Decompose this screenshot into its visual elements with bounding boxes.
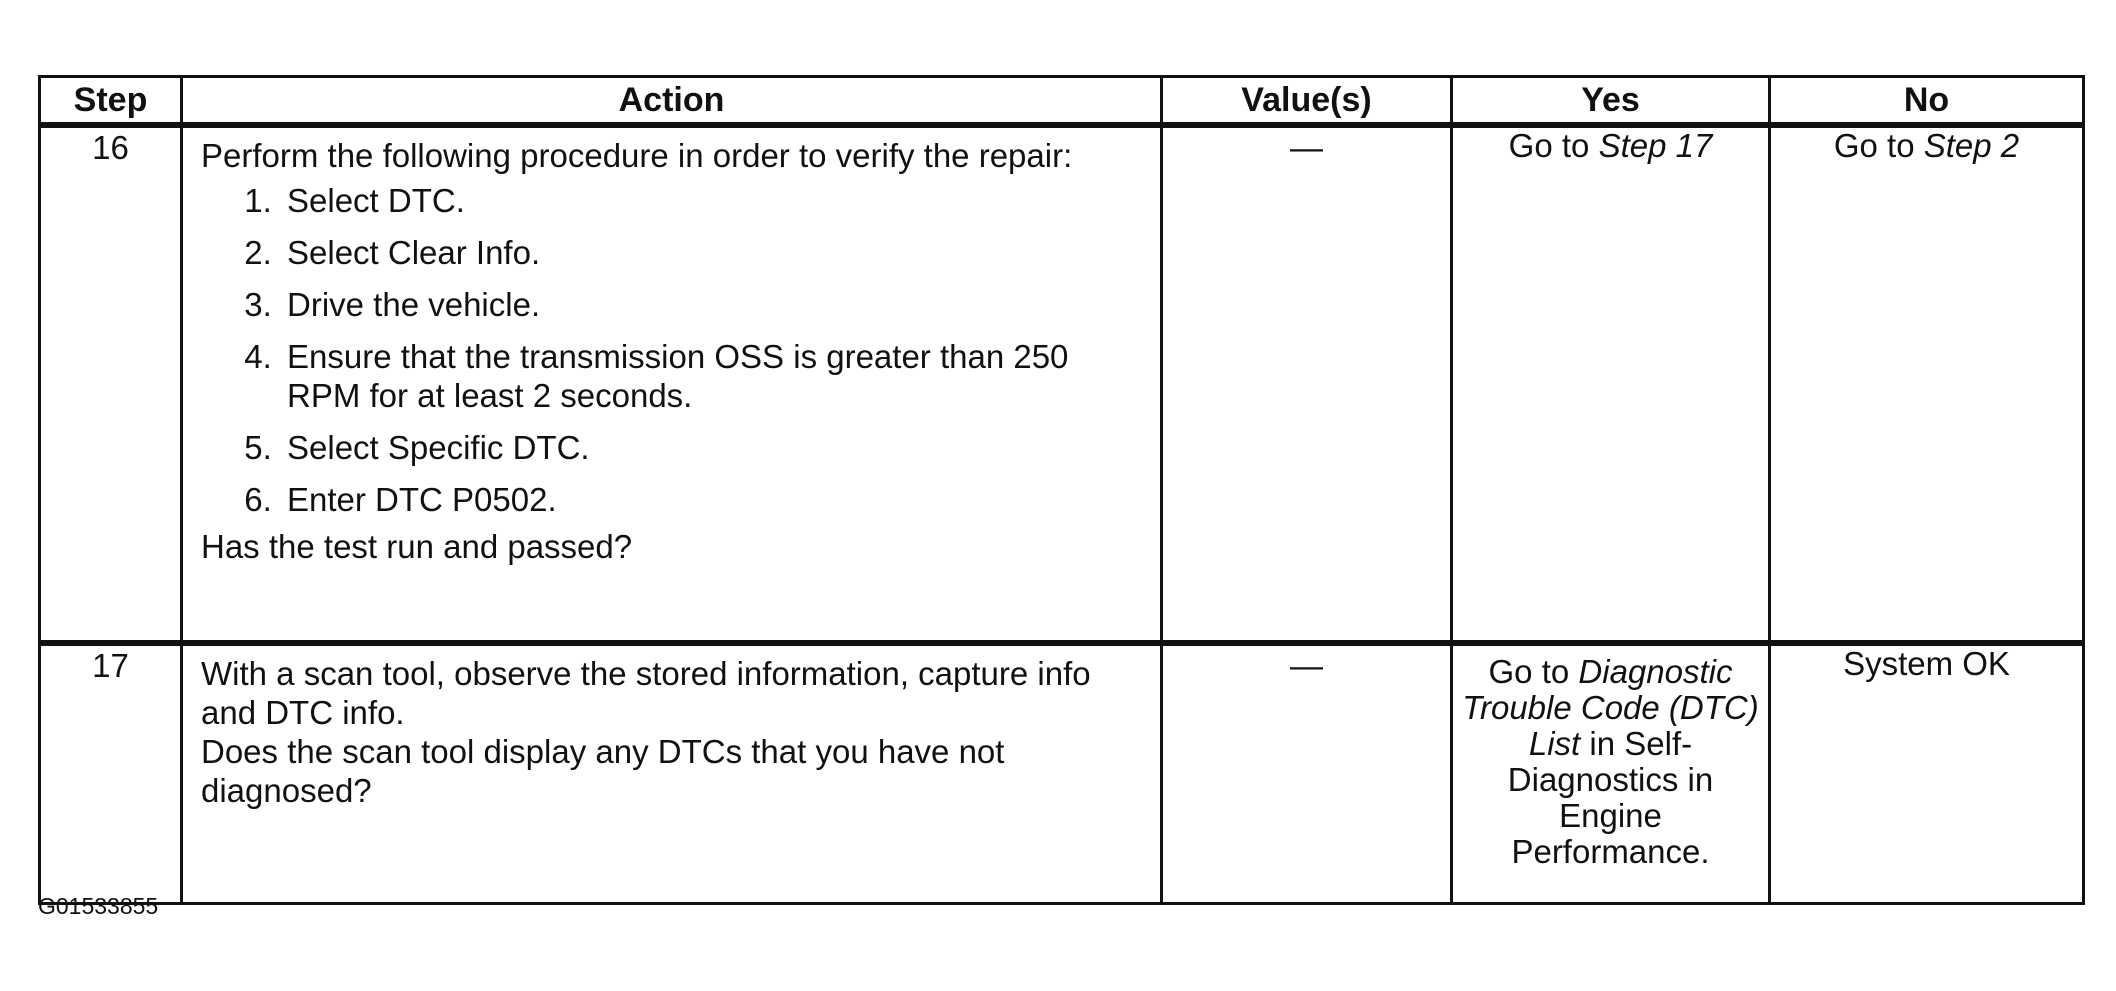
yes-link-dtc-list[interactable]: Diagnostic Trouble Code (DTC) List xyxy=(1462,653,1759,762)
yes-cell xyxy=(1452,125,1770,643)
procedure-item: 1. Select DTC. xyxy=(281,181,1142,220)
yes-prefix: Go to xyxy=(1488,653,1579,690)
action-question: Has the test run and passed? xyxy=(201,528,633,565)
procedure-item: 6. Enter DTC P0502. xyxy=(281,480,1142,519)
diagnostic-table xyxy=(38,75,2085,905)
table-row-step-16 xyxy=(40,125,2084,643)
header-no: No xyxy=(1770,77,2084,126)
no-prefix: Go to xyxy=(1833,127,1924,164)
action-question: Does the scan tool display any DTCs that you have not diagnosed? xyxy=(201,733,1005,809)
yes-prefix: Go to xyxy=(1508,127,1599,164)
step-number: 16 xyxy=(40,125,182,643)
header-row xyxy=(40,77,2084,126)
step-number: 17 xyxy=(40,643,182,904)
header-values: Value(s) xyxy=(1162,77,1452,126)
procedure-item: 3. Drive the vehicle. xyxy=(281,285,1142,324)
procedure-item: 5. Select Specific DTC. xyxy=(281,428,1142,467)
value-cell: — xyxy=(1162,643,1452,904)
procedure-item: 2. Select Clear Info. xyxy=(281,233,1142,272)
table-row-step-17 xyxy=(40,643,2084,904)
figure-id: G01533855 xyxy=(38,893,159,919)
yes-link-step-17[interactable]: Step 17 xyxy=(1598,127,1713,164)
header-yes: Yes xyxy=(1452,77,1770,126)
action-cell xyxy=(182,643,1162,904)
no-cell xyxy=(1770,125,2084,643)
procedure-list xyxy=(201,181,1142,519)
header-step: Step xyxy=(40,77,182,126)
procedure-item: 4. Ensure that the transmission OSS is greater than 250 RPM for at least 2 seconds. xyxy=(281,337,1142,415)
no-cell: System OK xyxy=(1770,643,2084,904)
yes-suffix: in Self- Diagnostics in Engine Performance. xyxy=(1507,725,1714,870)
yes-cell xyxy=(1452,643,1770,904)
action-intro: With a scan tool, observe the stored information, capture info and DTC info. xyxy=(201,655,1091,731)
value-cell: — xyxy=(1162,125,1452,643)
no-link-step-2[interactable]: Step 2 xyxy=(1923,127,2020,164)
action-cell xyxy=(182,125,1162,643)
action-intro: Perform the following procedure in order to verify the repair: xyxy=(201,137,1073,174)
header-action: Action xyxy=(182,77,1162,126)
